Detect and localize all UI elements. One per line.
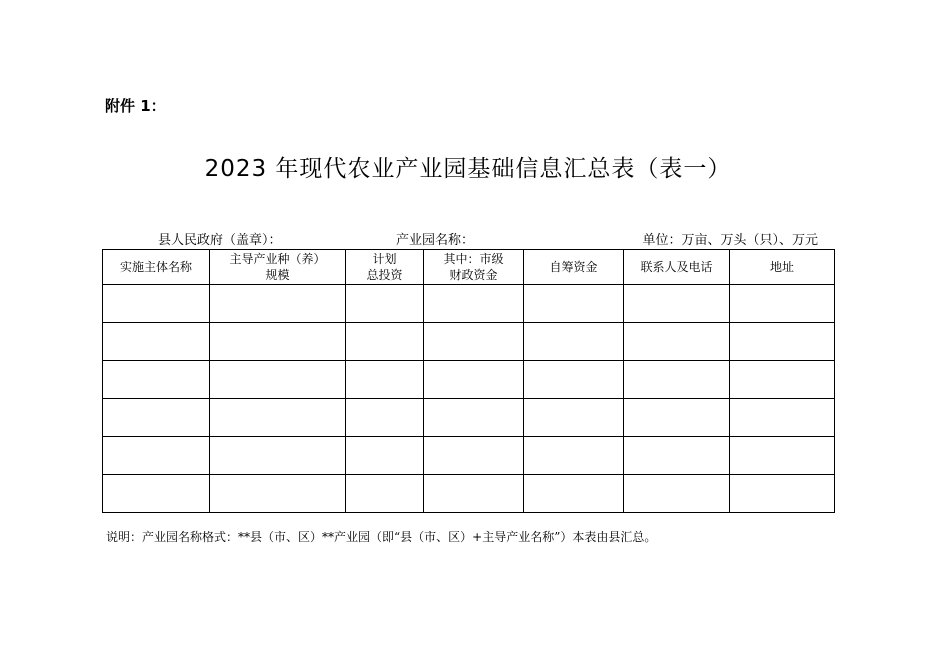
header-municipal-funds <box>424 250 524 285</box>
table-cell[interactable] <box>210 285 346 323</box>
attachment-label: 附件 1： <box>105 97 166 115</box>
table-cell[interactable] <box>424 361 524 399</box>
table-cell[interactable] <box>524 285 624 323</box>
header-line: 自筹资金 <box>549 260 598 274</box>
table-cell[interactable] <box>624 399 730 437</box>
header-contact-phone <box>624 250 730 285</box>
table-cell[interactable] <box>346 323 424 361</box>
table-cell[interactable] <box>424 475 524 513</box>
header-line: 计划 <box>372 252 397 266</box>
table-cell[interactable] <box>730 475 835 513</box>
header-address <box>730 250 835 285</box>
table-cell[interactable] <box>730 361 835 399</box>
table-cell[interactable] <box>424 285 524 323</box>
table-cell[interactable] <box>346 285 424 323</box>
table-cell[interactable] <box>346 399 424 437</box>
table-cell[interactable] <box>624 361 730 399</box>
table-cell[interactable] <box>346 361 424 399</box>
table-cell[interactable] <box>103 437 210 475</box>
header-line: 联系人及电话 <box>640 260 713 274</box>
header-line: 其中：市级 <box>443 252 504 266</box>
table-cell[interactable] <box>103 475 210 513</box>
table-row <box>103 323 835 361</box>
header-self-raised-funds <box>524 250 624 285</box>
table-cell[interactable] <box>524 323 624 361</box>
table-cell[interactable] <box>624 323 730 361</box>
table-cell[interactable] <box>730 285 835 323</box>
table-cell[interactable] <box>730 437 835 475</box>
header-planned-investment <box>346 250 424 285</box>
table-cell[interactable] <box>103 361 210 399</box>
table-cell[interactable] <box>210 437 346 475</box>
table-row <box>103 475 835 513</box>
table-cell[interactable] <box>103 323 210 361</box>
table-cell[interactable] <box>346 437 424 475</box>
header-line: 地址 <box>769 260 794 274</box>
info-summary-table <box>102 249 835 513</box>
table-cell[interactable] <box>103 399 210 437</box>
header-line: 实施主体名称 <box>119 260 192 274</box>
park-name-label: 产业园名称： <box>396 233 475 248</box>
header-line: 主导产业种（养） <box>229 252 326 266</box>
table-row <box>103 437 835 475</box>
table-cell[interactable] <box>210 323 346 361</box>
header-line: 总投资 <box>366 268 403 282</box>
header-line: 规模 <box>265 268 290 282</box>
table-cell[interactable] <box>730 323 835 361</box>
table-cell[interactable] <box>624 285 730 323</box>
table-cell[interactable] <box>524 399 624 437</box>
footnote: 说明：产业园名称格式：**县（市、区）**产业园（即“县（市、区）+主导产业名称”）本表由县汇总。 <box>106 530 657 544</box>
table-cell[interactable] <box>624 475 730 513</box>
table-cell[interactable] <box>210 361 346 399</box>
table-cell[interactable] <box>210 475 346 513</box>
table-row <box>103 361 835 399</box>
table-cell[interactable] <box>424 323 524 361</box>
table-cell[interactable] <box>524 361 624 399</box>
table-cell[interactable] <box>103 285 210 323</box>
table-cell[interactable] <box>210 399 346 437</box>
table-cell[interactable] <box>624 437 730 475</box>
header-implementing-entity <box>103 250 210 285</box>
table-cell[interactable] <box>524 437 624 475</box>
county-government-seal-label: 县人民政府（盖章）： <box>158 233 282 248</box>
header-leading-industry-scale <box>210 250 346 285</box>
page-title: 2023 年现代农业产业园基础信息汇总表（表一） <box>204 156 732 182</box>
unit-label: 单位：万亩、万头（只）、万元 <box>642 233 818 248</box>
table-cell[interactable] <box>424 399 524 437</box>
table-cell[interactable] <box>524 475 624 513</box>
table-row <box>103 285 835 323</box>
table-cell[interactable] <box>346 475 424 513</box>
table-cell[interactable] <box>424 437 524 475</box>
table-header-row <box>103 250 835 285</box>
table-cell[interactable] <box>730 399 835 437</box>
table-row <box>103 399 835 437</box>
header-line: 财政资金 <box>449 268 498 282</box>
